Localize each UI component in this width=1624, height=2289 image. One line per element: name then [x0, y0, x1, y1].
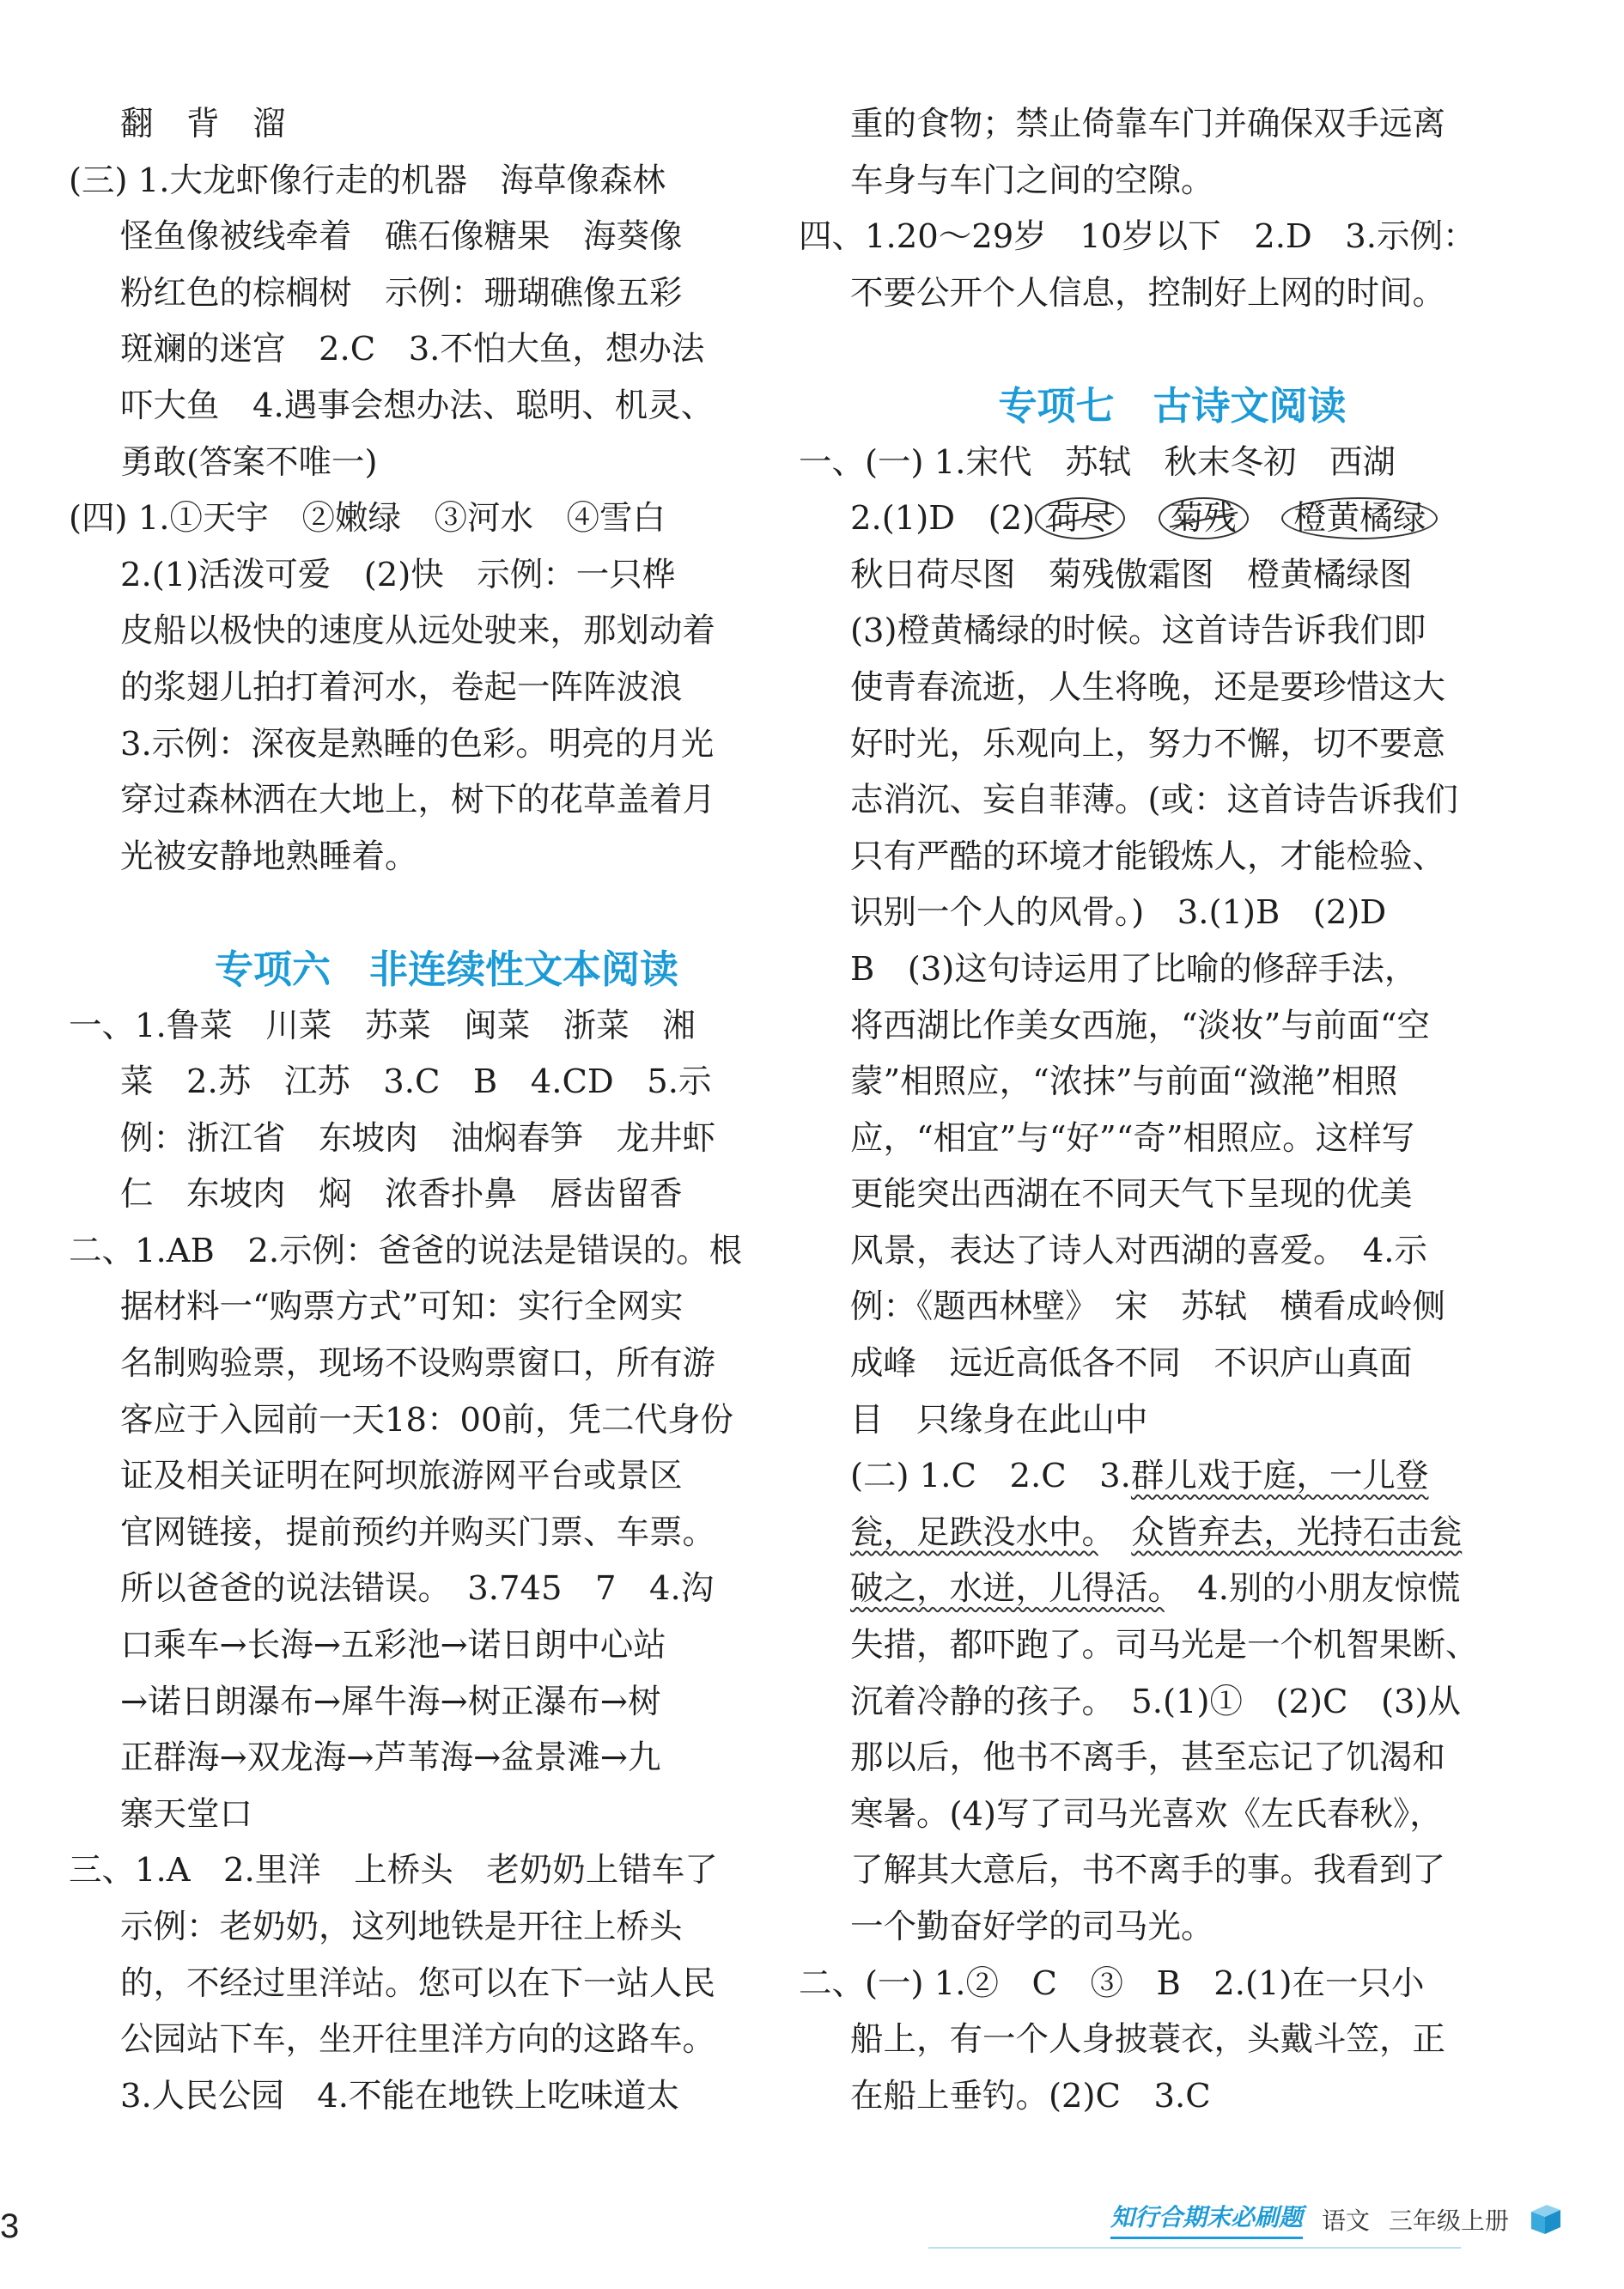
underlined-answer-line: [850, 1448, 1529, 1505]
answer-line: 例：《题西林壁》 宋 苏轼 横看成岭侧: [850, 1288, 1446, 1327]
underlined-sentence: 破之，水迸，儿得活。: [850, 1569, 1165, 1609]
spacer: [120, 885, 807, 941]
brand-logo-text: 知行合期末必刷题: [1110, 2199, 1303, 2239]
answer-line: 寒暑。(4)写了司马光喜欢《左氏春秋》，: [850, 1794, 1443, 1834]
answer-line: 穿过森林洒在大地上，树下的花草盖着月: [120, 781, 716, 820]
answer-line: 怪鱼像被线牵着 礁石像糖果 海葵像: [120, 217, 683, 257]
answer-line: 示例：老奶奶，这列地铁是开往上桥头: [120, 1908, 683, 1946]
answer-text: 4.别的小朋友惊慌: [1164, 1569, 1461, 1609]
answer-text: 2.(1)D (2): [850, 499, 1036, 539]
spacer: [850, 321, 1529, 378]
answer-line: 不要公开个人信息，控制好上网的时间。: [850, 273, 1446, 313]
answer-line: 蒙”相照应，“浓抹”与前面“潋滟”相照: [850, 1062, 1398, 1102]
book-stack-icon: [1528, 2201, 1564, 2237]
footer: [1110, 2199, 1564, 2239]
answer-line: 四、1.20～29岁 10岁以下 2.D 3.示例：: [799, 217, 1476, 257]
right-column: [799, 96, 1529, 2124]
answer-line: 斑斓的迷宫 2.C 3.不怕大鱼，想办法: [120, 330, 705, 369]
answer-line: 三、1.A 2.里洋 上桥头 老奶奶上错车了: [69, 1851, 718, 1890]
answer-line: 目 只缘身在此山中: [850, 1400, 1148, 1440]
answer-line: 使青春流逝，人生将晚，还是要珍惜这大: [850, 667, 1446, 707]
answer-line: 例：浙江省 东坡肉 油焖春笋 龙井虾: [120, 1118, 716, 1158]
underlined-sentence: 瓮，足跌没水中。: [850, 1513, 1098, 1552]
answer-line: 名制购验票，现场不设购票窗口，所有游: [120, 1344, 716, 1384]
answer-line: 更能突出西湖在不同天气下呈现的优美: [850, 1175, 1413, 1215]
circled-word: 菊残: [1159, 497, 1249, 539]
answer-text: (二) 1.C 2.C 3.: [850, 1457, 1131, 1496]
answer-line: 秋日荷尽图 菊残傲霜图 橙黄橘绿图: [850, 555, 1413, 594]
answer-line: 粉红色的棕榈树 示例：珊瑚礁像五彩: [120, 273, 683, 313]
answer-line: 一个勤奋好学的司马光。: [850, 1908, 1214, 1946]
circled-answer-line: [850, 490, 1529, 547]
answer-line: 好时光，乐观向上，努力不懈，切不要意: [850, 724, 1446, 764]
underlined-answer-line: [850, 1561, 1529, 1617]
section-heading-7: 专项七 古诗文阅读: [998, 382, 1347, 429]
underlined-sentence: 众皆弃去，光持石击瓮: [1131, 1513, 1463, 1552]
answer-line: 的，不经过里洋站。您可以在下一站人民: [120, 1963, 716, 2003]
underlined-answer-line: [850, 1505, 1529, 1562]
grade-label: 三年级上册: [1388, 2207, 1509, 2234]
answer-line: 吓大鱼 4.遇事会想办法、聪明、机灵、: [120, 386, 715, 425]
answer-line: 二、(一) 1.② C ③ B 2.(1)在一只小: [799, 1963, 1425, 2003]
underlined-sentence: 群儿戏于庭，一儿登: [1130, 1457, 1429, 1496]
answer-line: 将西湖比作美女西施，“淡妆”与前面“空: [850, 1006, 1431, 1045]
answer-line: 寨天堂口: [120, 1794, 253, 1834]
answer-line: 光被安静地熟睡着。: [120, 837, 418, 876]
answer-line: (四) 1.①天宇 ②嫩绿 ③河水 ④雪白: [69, 499, 666, 539]
answer-line: 识别一个人的风骨。) 3.(1)B (2)D: [850, 893, 1387, 933]
answer-line: 公园站下车，坐开往里洋方向的这路车。: [120, 2020, 716, 2060]
answer-line: 翻 背 溜: [120, 105, 286, 143]
answer-line: 一、1.鲁菜 川菜 苏菜 闽菜 浙菜 湘: [69, 1006, 696, 1045]
answer-line: 船上，有一个人身披蓑衣，头戴斗笠，正: [850, 2020, 1446, 2060]
answer-line: 在船上垂钓。(2)C 3.C: [850, 2076, 1211, 2115]
section-heading-6: 专项六 非连续性文本阅读: [214, 946, 678, 992]
answer-line: 口乘车→长海→五彩池→诺日朗中心站: [120, 1626, 666, 1665]
answer-line: 沉着冷静的孩子。 5.(1)① (2)C (3)从: [850, 1682, 1462, 1721]
answer-line: 正群海→双龙海→芦苇海→盆景滩→九: [120, 1738, 661, 1778]
answer-line: 失措，都吓跑了。司马光是一个机智果断、: [850, 1626, 1479, 1665]
answer-line: (3)橙黄橘绿的时候。这首诗告诉我们即: [850, 612, 1426, 651]
answer-line: 仁 东坡肉 焖 浓香扑鼻 唇齿留香: [120, 1175, 683, 1215]
answer-line: (三) 1.大龙虾像行走的机器 海草像森林: [69, 161, 666, 200]
answer-line: 重的食物；禁止倚靠车门并确保双手远离: [850, 105, 1446, 143]
answer-line: 的浆翅儿拍打着河水，卷起一阵阵波浪: [120, 667, 683, 707]
left-column: [69, 96, 807, 2124]
answer-line: 风景，表达了诗人对西湖的喜爱。 4.示: [850, 1231, 1427, 1270]
answer-line: 应，“相宜”与“好”“奇”相照应。这样写: [850, 1118, 1415, 1158]
circled-word: 橙黄橘绿: [1281, 497, 1438, 539]
answer-line: 勇敢(答案不唯一): [120, 442, 378, 482]
answer-line: 3.示例：深夜是熟睡的色彩。明亮的月光: [120, 724, 715, 764]
answer-line: 据材料一“购票方式”可知：实行全网实: [120, 1288, 684, 1327]
answer-line: 车身与车门之间的空隙。: [850, 161, 1214, 200]
page-number: 3: [0, 2207, 20, 2245]
answer-line: 成峰 远近高低各不同 不识庐山真面: [850, 1344, 1413, 1384]
answer-line: 客应于入园前一天18：00前，凭二代身份: [120, 1400, 733, 1440]
answer-line: 菜 2.苏 江苏 3.C B 4.CD 5.示: [120, 1062, 712, 1102]
answer-line: 官网链接，提前预约并购买门票、车票。: [120, 1513, 716, 1552]
answer-line: 2.(1)活泼可爱 (2)快 示例：一只桦: [120, 555, 676, 594]
answer-line: 了解其大意后，书不离手的事。我看到了: [850, 1851, 1446, 1890]
answer-line: 那以后，他书不离手，甚至忘记了饥渴和: [850, 1738, 1446, 1778]
footer-divider: [928, 2247, 1461, 2249]
answer-line: 3.人民公园 4.不能在地铁上吃味道太: [120, 2076, 679, 2115]
subject-label: 语文: [1321, 2207, 1370, 2234]
answer-line: 只有严酷的环境才能锻炼人，才能检验、: [850, 837, 1446, 876]
answer-line: →诺日朗瀑布→犀牛海→树正瀑布→树: [120, 1682, 661, 1721]
answer-line: 一、(一) 1.宋代 苏轼 秋末冬初 西湖: [799, 442, 1396, 482]
answer-line: 志消沉、妄自菲薄。(或：这首诗告诉我们: [850, 781, 1459, 820]
answer-line: 二、1.AB 2.示例：爸爸的说法是错误的。根: [69, 1231, 743, 1270]
answer-line: 所以爸爸的说法错误。 3.745 7 4.沟: [120, 1569, 715, 1609]
circled-word: 荷尽: [1035, 497, 1125, 539]
answer-line: 皮船以极快的速度从远处驶来，那划动着: [120, 612, 716, 651]
answer-line: 证及相关证明在阿坝旅游网平台或景区: [120, 1457, 683, 1496]
answer-line: B (3)这句诗运用了比喻的修辞手法，: [850, 949, 1418, 989]
